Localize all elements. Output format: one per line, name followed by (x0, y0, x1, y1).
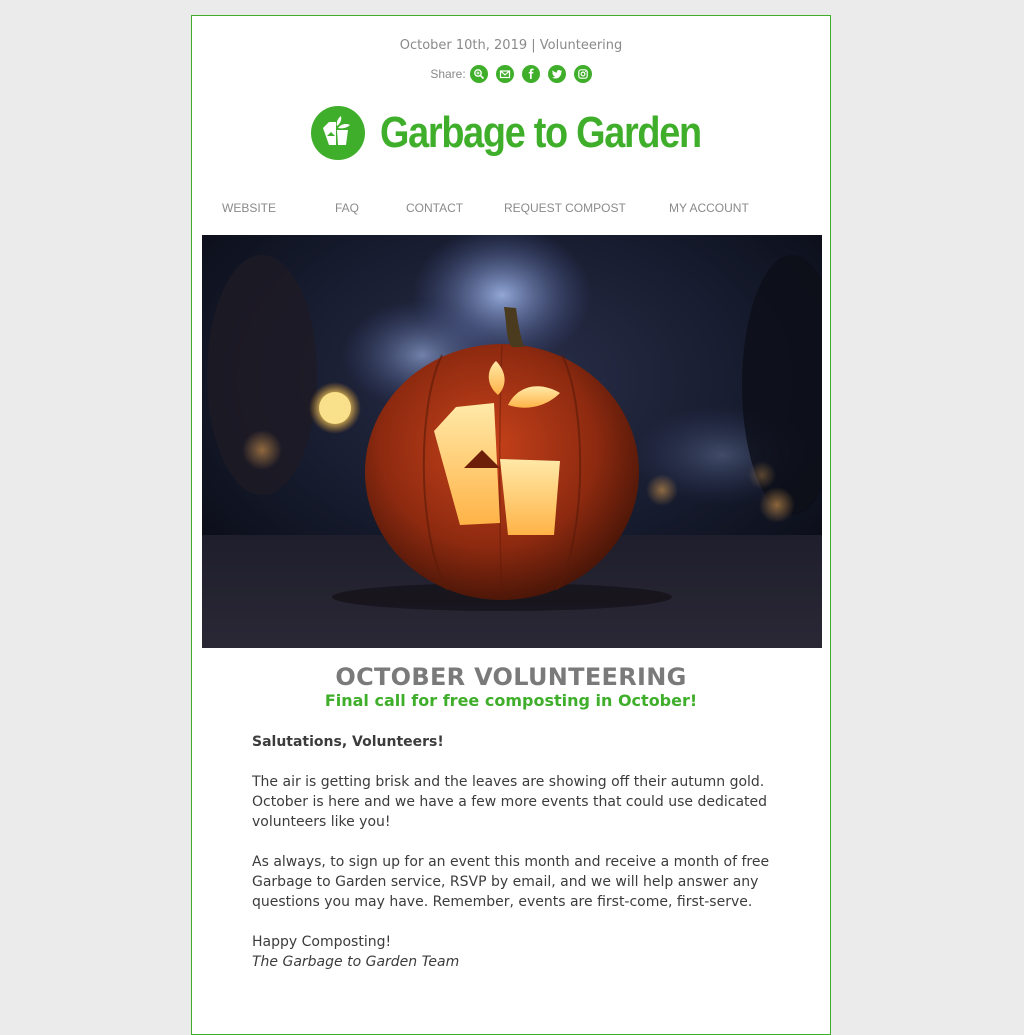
nav-request-compost[interactable]: REQUEST COMPOST (504, 201, 626, 215)
meta-separator: | (531, 38, 536, 53)
greeting: Salutations, Volunteers! (252, 734, 444, 750)
paragraph-2: As always, to sign up for an event this month and receive a month of free Garbage to Garden service, RSVP by email, and we will help answer any questions you may have. Remember, events are first-come, first-serve. (252, 854, 770, 910)
nav-website[interactable]: WEBSITE (222, 201, 277, 215)
closing-line: Happy Composting! (252, 934, 392, 950)
post-meta (192, 38, 830, 53)
article-body (252, 732, 782, 972)
email-icon[interactable] (496, 65, 514, 83)
email-container (191, 15, 831, 1035)
nav-faq[interactable]: FAQ (335, 201, 360, 215)
article-headline: OCTOBER VOLUNTEERING (335, 663, 687, 691)
hero-image (202, 235, 822, 648)
post-date: October 10th, 2019 (399, 38, 528, 53)
paragraph-1: The air is getting brisk and the leaves are showing off their autumn gold. October is here and we have a few more events that could use dedicated volunteers like you! (252, 774, 768, 830)
nav-my-account[interactable]: MY ACCOUNT (669, 201, 749, 215)
instagram-icon[interactable] (574, 65, 592, 83)
article-subhead: Final call for free composting in October! (324, 691, 698, 710)
brand-name: Garbage to Garden (380, 108, 701, 157)
brand-logo[interactable] (310, 105, 753, 161)
nav-contact[interactable]: CONTACT (406, 201, 464, 215)
facebook-icon[interactable] (522, 65, 540, 83)
post-category[interactable]: Volunteering (539, 38, 623, 53)
signature: The Garbage to Garden Team (252, 954, 460, 970)
twitter-icon[interactable] (548, 65, 566, 83)
share-bar (192, 65, 830, 83)
zoom-icon[interactable] (470, 65, 488, 83)
logo-icon (310, 105, 366, 161)
share-label: Share: (430, 67, 466, 81)
